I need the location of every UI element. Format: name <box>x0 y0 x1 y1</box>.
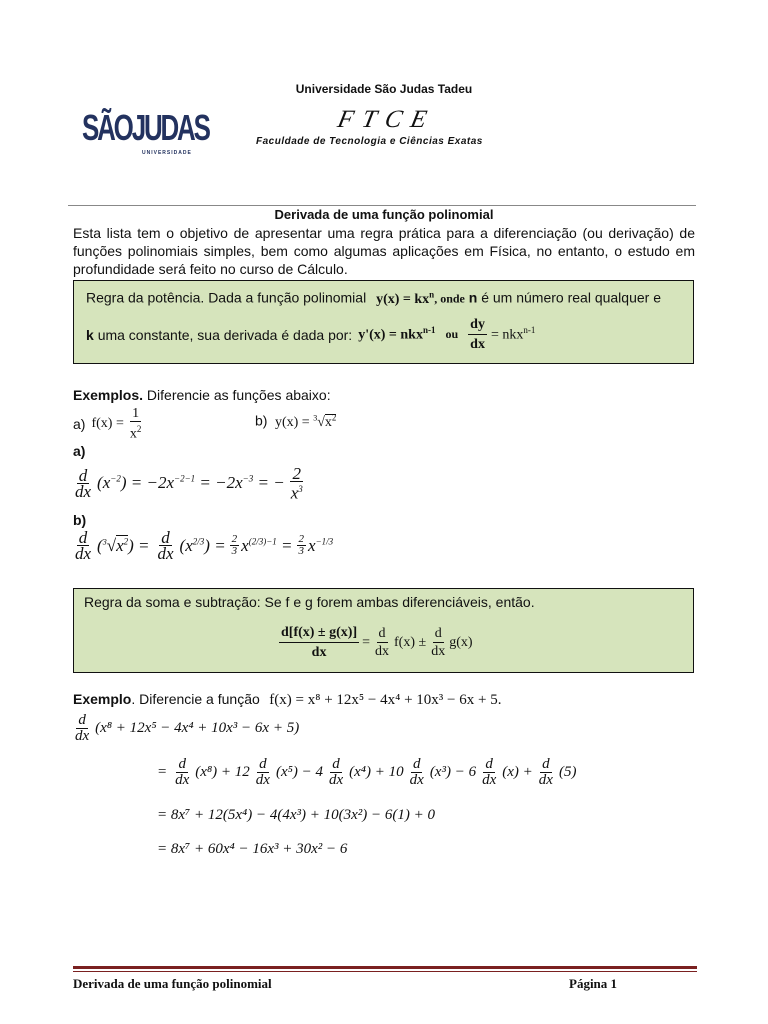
header-divider <box>68 205 696 206</box>
power-function-formula: y(x) = kx <box>376 291 430 307</box>
intro-paragraph: Esta lista tem o objetivo de apresentar uma regra prática para a diferenciação (ou derivação) de funções polinomiais simples, bem como algumas aplicações em Física, no entanto, o estudo em profundidade será feito no curso de Cálculo. <box>73 225 695 277</box>
logo-sub-text: UNIVERSIDADE <box>142 150 192 156</box>
dy-dx-fraction: $\frac{dy}{dx}$ <box>470 317 485 352</box>
example2-line1: $\frac{d}{dx}$ (x⁸ + 12x⁵ − 4x⁴ + 10x³ − 6x + 5) <box>75 712 300 744</box>
footer-divider-thin <box>73 971 697 972</box>
example2-function: f(x) = x⁸ + 12x⁵ − 4x⁴ + 10x³ − 6x + 5. <box>269 692 502 708</box>
footer-divider-thick <box>73 966 697 969</box>
examples-heading: Exemplos. Diferencie as funções abaixo: <box>73 387 331 403</box>
power-rule-box <box>73 280 694 364</box>
derivative-formula: y'(x) = nkx <box>358 327 423 343</box>
sum-rule-text: Regra da soma e subtração: Se f e g forem ambas diferenciáveis, então. <box>84 594 535 610</box>
power-rule-line1: Regra da potência. Dada a função polinomial $y(x) = kx^n$, onde n é um número real qualquer e <box>86 289 661 307</box>
example2-line4: = 8x⁷ + 60x⁴ − 16x³ + 30x² − 6 <box>157 841 348 857</box>
page-number: Página 1 <box>569 976 618 991</box>
example-a: a) f(x) = $\frac{1}{x^2}$ <box>73 406 142 442</box>
solution-b-label: b) <box>73 512 87 528</box>
ftce-logo: FTCE <box>335 106 439 133</box>
solution-a: $\frac{d}{dx}$ $(x^{-2}) = -2x^{-2-1} = -2x^{-3}$ = − $\frac{2}{x^3}$ <box>75 464 303 503</box>
sum-rule-formula: $\frac{d[f(x) \pm g(x)]}{dx}$ = $\frac{d}{dx}$ f(x) ± $\frac{d}{dx}$ g(x) <box>281 625 473 660</box>
example2-line3: = 8x⁷ + 12(5x⁴) − 4(4x³) + 10(3x²) − 6(1) + 0 <box>157 807 435 823</box>
footer-title: Derivada de uma função polinomial <box>73 976 272 991</box>
example-b: b) $y(x) = ^3√x^2$ <box>255 412 337 430</box>
sum-rule-box <box>73 588 694 673</box>
faculty-name: Faculdade de Tecnologia e Ciências Exatas <box>256 136 483 147</box>
power-rule-line2: k uma constante, sua derivada é dada por: y'(x) = nkx$^{n-1}$ ou $\frac{dy}{dx}$ = nkx$^{n-1}$ <box>86 317 536 352</box>
example2-heading: Exemplo. Diferencie a função f(x) = x⁸ + 12x⁵ − 4x⁴ + 10x³ − 6x + 5. <box>73 691 502 708</box>
university-name: Universidade São Judas Tadeu <box>295 82 473 96</box>
document-title: Derivada de uma função polinomial <box>274 207 494 222</box>
saojudas-logo <box>82 107 209 160</box>
solution-b: $\frac{d}{dx}$ $(^3√x^2)$ = $\frac{d}{dx}$ $(x^{2/3})$ = $\frac{2}{3}$ $x^{(2/3)-1}$ = $\frac{2}{3}$ $x^{-1/3}$ <box>75 528 334 563</box>
solution-a-label: a) <box>73 443 86 459</box>
example2-line2: = $\frac{d}{dx}$ (x⁸) + 12 $\frac{d}{dx}$ (x⁵) − 4 $\frac{d}{dx}$ (x⁴) + 10 $\frac{d}{dx}$ (x³) − 6 $\frac{d}{dx}$ (x) + $\frac{d}{dx}$ (5) <box>157 756 577 788</box>
logo-main-text: SÃOJUDAS <box>82 107 209 148</box>
